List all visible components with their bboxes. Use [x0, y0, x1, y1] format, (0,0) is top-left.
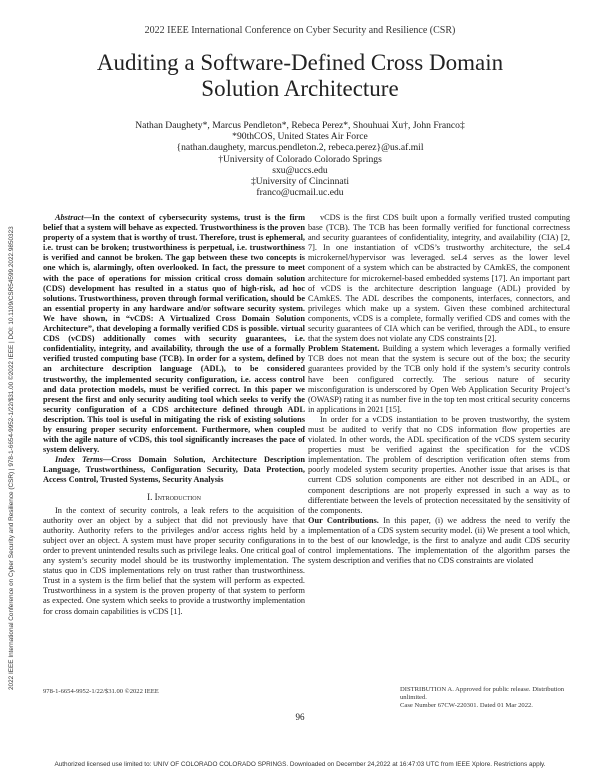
problem-statement [308, 344, 570, 415]
contributions-text: In this paper, (i) we address the need to verify the implementation of a CDS system security model. (ii) We present a tool which, to the best of our knowledge, is the first to analyze and audit CDS security control implementations. The implementation of the algorithm parses the system description and verifies that no CDS constraints are violated [308, 515, 571, 566]
affiliation-2: †University of Colorado Colorado Springs [218, 153, 382, 165]
intro-paragraph: In the context of security controls, a leak refers to the acquisition of authority over an object by a subject that did not previously have that authority. Authority refers to the privileges and/or access rights held by a subject over an object. A system must have proper security configurations in order to prevent unintended results such as privilege leaks. One critical goal of any system’s security model should be its trustworthy implementation. The status quo in CDS implementations rely on trust rather than trustworthiness. Trust in a system is the firm belief that the system will perform as expected. Trustworthiness in a system is the proven property of that system to perform as expected. One system which seeks to provide a trustworthy implementation for cross domain capabilities is vCDS [1]. [43, 505, 305, 616]
distribution-line-1: DISTRIBUTION A. Approved for public release. Distribution unlimited. [400, 686, 565, 701]
conference-header: 2022 IEEE International Conference on Cyber Security and Resilience (CSR) [144, 25, 456, 36]
index-terms-label: Index Terms [55, 455, 103, 465]
title-line-2: Solution Architecture [201, 76, 399, 101]
problem-label: Problem Statement. [308, 344, 380, 354]
abstract [43, 213, 305, 455]
sidebar-text: 2022 IEEE International Conference on Cyber Security and Resilience (CSR) | 978-1-6654-9952-1/22/$31.00 ©2022 IEEE | DOI: 10.1109/CSR54599.2022.9850323 [8, 226, 15, 690]
title-line-1: Auditing a Software-Defined Cross Domain [96, 50, 504, 75]
abstract-label: Abstract [55, 213, 84, 222]
affiliation-3-email: franco@ucmail.uc.edu [256, 187, 344, 199]
left-column [43, 213, 305, 617]
section-heading: I. Introduction [147, 491, 201, 502]
copyright-footer: 978-1-6654-9952-1/22/$31.00 ©2022 IEEE [43, 688, 159, 695]
author-block [60, 120, 540, 198]
index-terms-text: —Cross Domain Solution, Architecture Description Language, Trustworthiness, Configuration Security, Data Protection, Access Control, Trusted Systems, Security Analysis [43, 455, 306, 485]
index-terms [43, 455, 305, 485]
distribution-notice [400, 686, 570, 710]
author-names: Nathan Daughety*, Marcus Pendleton*, Rebeca Perez*, Shouhuai Xu†, John Franco‡ [135, 120, 465, 131]
contributions [308, 516, 570, 566]
affiliation-2-email: sxu@uccs.edu [272, 164, 328, 176]
paragraph-audit: In order for a vCDS instantiation to be proven trustworthy, the system must be audited to verify that no CDS information flow properties are violated. In other words, the ADL specification of the vCDS system security properties must be verified against the specification for the vCDS implementation. The problem of description verification often stems from poorly modeled system security properties. Another issue that arises is that current CDS solution components are either not described in an ADL, or component descriptions are not properly expressed in such a way as to differentiate between the levels of protection necessitated by the sensitivity of the components. [308, 414, 570, 515]
doi-sidebar [2, 130, 14, 690]
problem-text: Building a system which leverages a formally verified TCB does not mean that the system is secure out of the box; the security guarantees provided by the TCB only hold if the system’s security controls have been configured correctly. The serious nature of security misconfiguration is underscored by Open Web Application Security Project’s (OWASP) rating it as number five in the top ten most critical security concerns in applications in 2021 [15]. [308, 344, 570, 414]
affiliation-3: ‡University of Cincinnati [250, 176, 350, 188]
affiliation-1: *90thCOS, United States Air Force [232, 131, 368, 143]
page-number: 96 [295, 712, 305, 722]
license-notice: Authorized licensed use limited to: UNIV OF COLORADO COLORADO SPRINGS. Downloaded on December 24,2022 at 16:47:03 UTC from IEEE Xplore. Restrictions apply. [54, 761, 546, 768]
contributions-label: Our Contributions. [308, 515, 379, 525]
paper-title [40, 50, 560, 102]
distribution-line-2: Case Number 67CW-220301. Dated 01 Mar 2022. [400, 702, 533, 709]
right-column [308, 213, 570, 566]
paragraph-vcds: vCDS is the first CDS built upon a formally verified trusted computing base (TCB). The TCB has been formally verified for functional correctness and security guarantees of confidentiality, integrity, and availability (CIA) [2, 7]. In one instantiation of vCDS’s trustworthy architecture, the seL4 microkernel/hypervisor was leveraged. seL4 serves as the lower level component of a system which can be abstracted by CAmkES, the component architecture for microkernel-based embedded systems [17]. An important part of vCDS is the architecture description language (ADL) provided by CAmkES. The ADL describes the components, interfaces, connectors, and privileges which make up a system. Given these combined architectural components, vCDS is a complete, formally verified CDS and comes with the security guarantees of CIA which can be verified, through the ADL, to ensure that the system does not violate any CDS constraints [2]. [308, 213, 570, 344]
affiliation-1-email: {nathan.daughety, marcus.pendleton.2, rebeca.perez}@us.af.mil [176, 142, 424, 154]
abstract-text: —In the context of cybersecurity systems, trust is the firm belief that a system will behave as expected. Trustworthiness is the proven property of a system that is worthy of trust. Therefore, trust is ephemeral, i.e. trust can be broken; trustworthiness is perpetual, i.e. trustworthiness is verified and cannot be broken. The gap between these two concepts is one which is, alarmingly, often overlooked. In fact, the pressure to meet with the pace of operations for mission critical cross domain solution (CDS) development has resulted in a status quo of high-risk, ad hoc solutions. Trustworthiness, proven through formal verification, should be an essential property in any hardware and/or software security system. We have shown, in “vCDS: A Virtualized Cross Domain Solution Architecture”, that developing a formally verified CDS is possible. virtual CDS (vCDS) additionally comes with security guarantees, i.e. confidentiality, integrity, and availability, through the use of a formally verified trusted computing base (TCB). In order for a system, defined by an architecture description language (ADL), to be considered trustworthy, the implemented security configuration, i.e. access control and data protection models, must be verified correct. In this paper we present the first and only security auditing tool which seeks to verify the security configuration of a CDS architecture defined through ADL description. This tool is useful in mitigating the risk of existing solutions by ensuring proper security enforcement. Furthermore, when coupled with the agile nature of vCDS, this tool significantly increases the pace of system delivery. [43, 213, 305, 455]
